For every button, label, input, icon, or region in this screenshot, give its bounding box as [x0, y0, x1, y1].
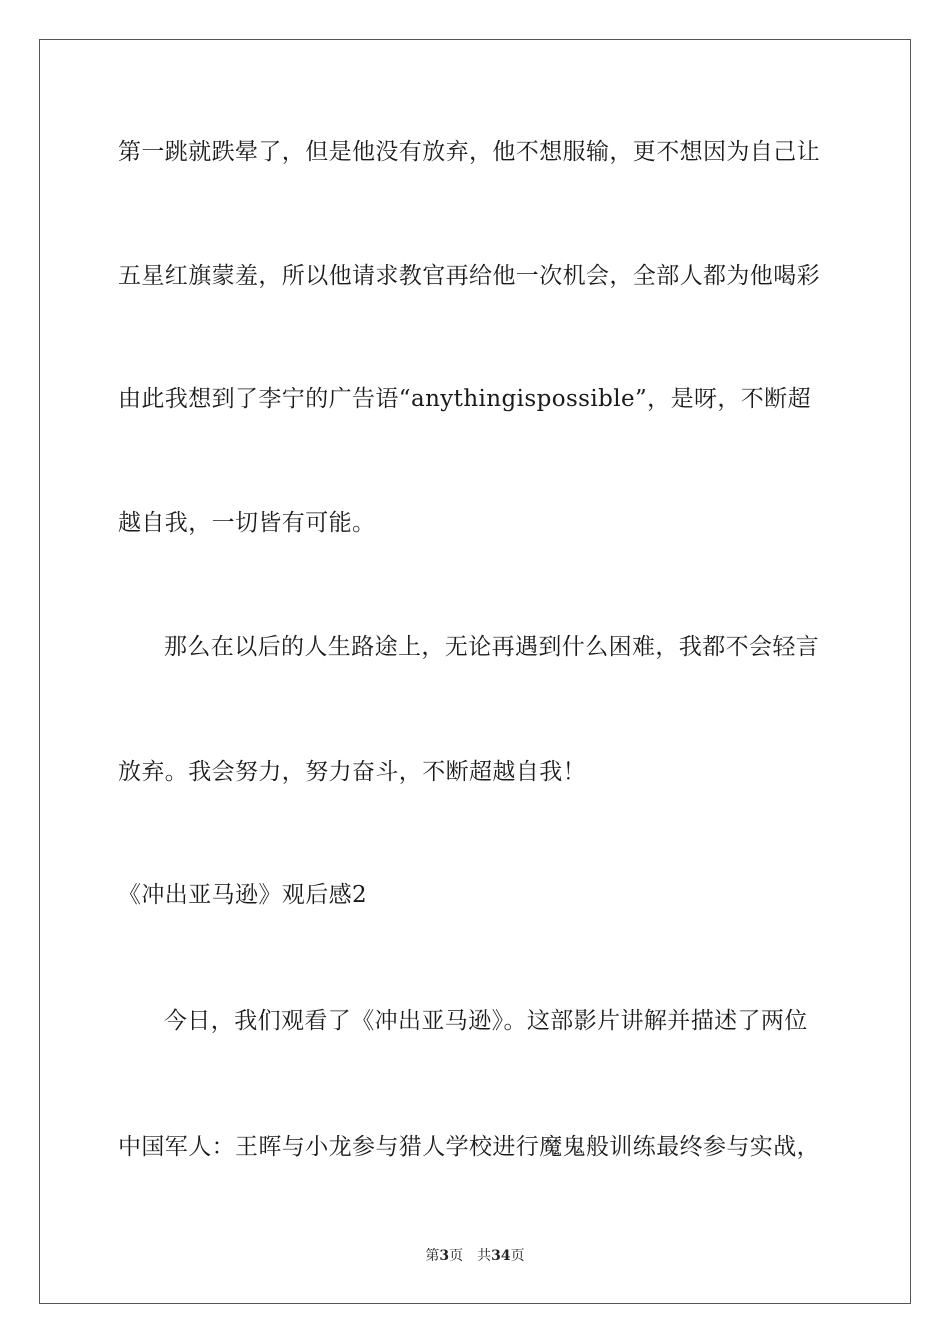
- paragraph-line-7: 今日，我们观看了《冲出亚马逊》。这部影片讲解并描述了两位: [164, 1008, 808, 1034]
- footer-total-pages: 34: [491, 1248, 511, 1264]
- footer-total-suffix: 页: [510, 1248, 525, 1264]
- paragraph-line-1: 第一跳就跌晕了，但是他没有放弃，他不想服输，更不想因为自己让: [118, 139, 820, 165]
- paragraph-line-3: 由此我想到了李宁的广告语“anythingispossible”，是呀，不断超: [118, 386, 811, 412]
- page-border: [39, 39, 911, 1304]
- paragraph-line-5: 那么在以后的人生路途上，无论再遇到什么困难，我都不会轻言: [164, 634, 820, 660]
- footer-page-prefix: 第: [425, 1248, 440, 1264]
- section-heading: 《冲出亚马逊》观后感2: [118, 882, 368, 908]
- page-footer: [0, 1246, 950, 1266]
- paragraph-line-8: 中国军人：王晖与小龙参与猎人学校进行魔鬼般训练最终参与实战，: [118, 1134, 820, 1160]
- paragraph-line-4: 越自我，一切皆有可能。: [118, 510, 376, 536]
- paragraph-line-6: 放弃。我会努力，努力奋斗，不断超越自我！: [118, 759, 586, 785]
- footer-total-prefix: 共: [477, 1248, 492, 1264]
- footer-page-number: 3: [439, 1248, 450, 1264]
- paragraph-line-2: 五星红旗蒙羞，所以他请求教官再给他一次机会，全部人都为他喝彩: [118, 263, 820, 289]
- footer-page-suffix: 页: [449, 1248, 464, 1264]
